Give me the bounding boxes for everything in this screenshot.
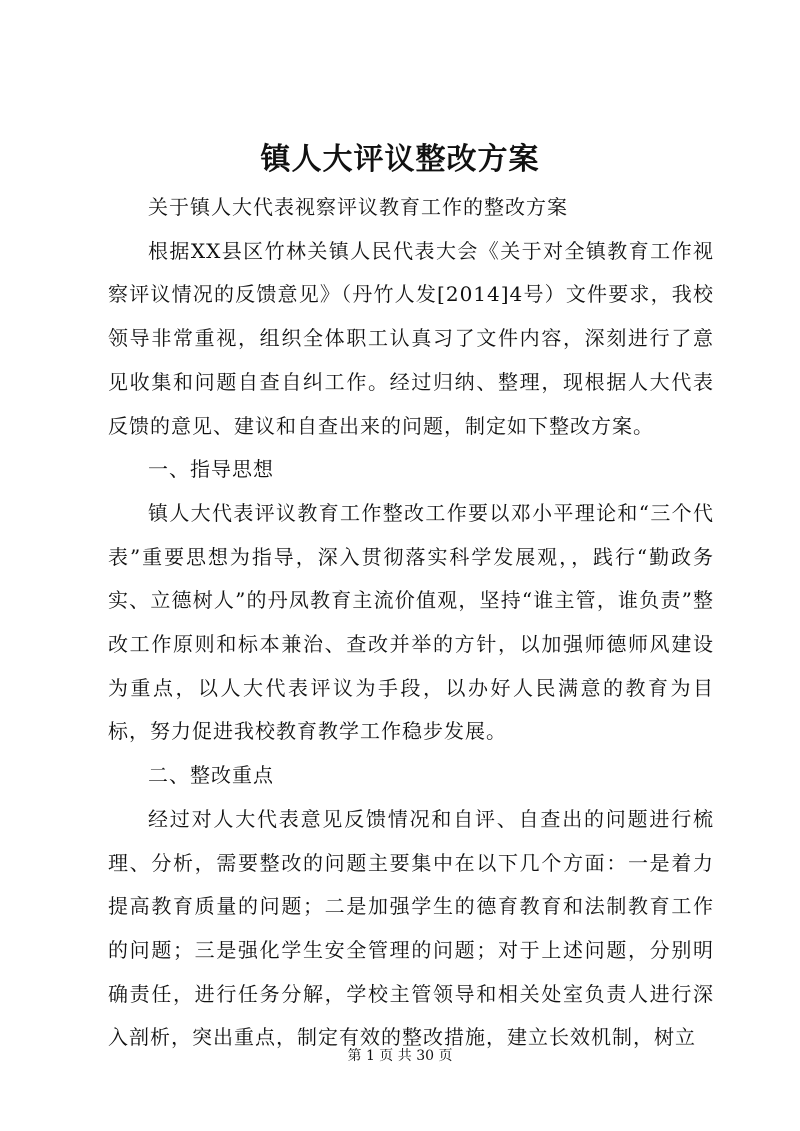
intro-paragraph: 根据XX县区竹林关镇人民代表大会《关于对全镇教育工作视察评议情况的反馈意见》（丹竹人发[2014]4号）文件要求，我校领导非常重视，组织全体职工认真习了文件内容，深刻进行了意见收集和问题自查自纠工作。经过归纳、整理，现根据人大代表反馈的意见、建议和自查出来的问题，制定如下整改方案。: [108, 238, 714, 438]
key-points-paragraph: 经过对人大代表意见反馈情况和自评、自查出的问题进行梳理、分析，需要整改的问题主要集中在以下几个方面：一是着力提高教育质量的问题；二是加强学生的德育教育和法制教育工作的问题；三是强化学生安全管理的问题；对于上述问题，分别明确责任，进行任务分解，学校主管领导和相关处室负责人进行深入剖析，突出重点，制定有效的整改措施，建立长效机制，树立: [108, 806, 714, 1050]
document-body: [108, 186, 714, 1060]
subtitle-paragraph: 关于镇人大代表视察评议教育工作的整改方案: [148, 195, 568, 219]
section-heading-guiding-thought: 一、指导思想: [148, 457, 274, 482]
page-footer: 第 1 页 共 30 页: [347, 1048, 453, 1064]
guiding-thought-paragraph: 镇人大代表评议教育工作整改工作要以邓小平理论和“三个代表”重要思想为指导，深入贯彻落实科学发展观，，践行“勤政务实、立德树人”的丹凤教育主流价值观，坚持“谁主管，谁负责”整改工作原则和标本兼治、查改并举的方针，以加强师德师风建设为重点，以人大代表评议为手段，以办好人民满意的教育为目标，努力促进我校教育教学工作稳步发展。: [108, 500, 714, 744]
document-title: 镇人大评议整改方案: [260, 142, 540, 177]
section-heading-key-points: 二、整改重点: [148, 763, 274, 788]
